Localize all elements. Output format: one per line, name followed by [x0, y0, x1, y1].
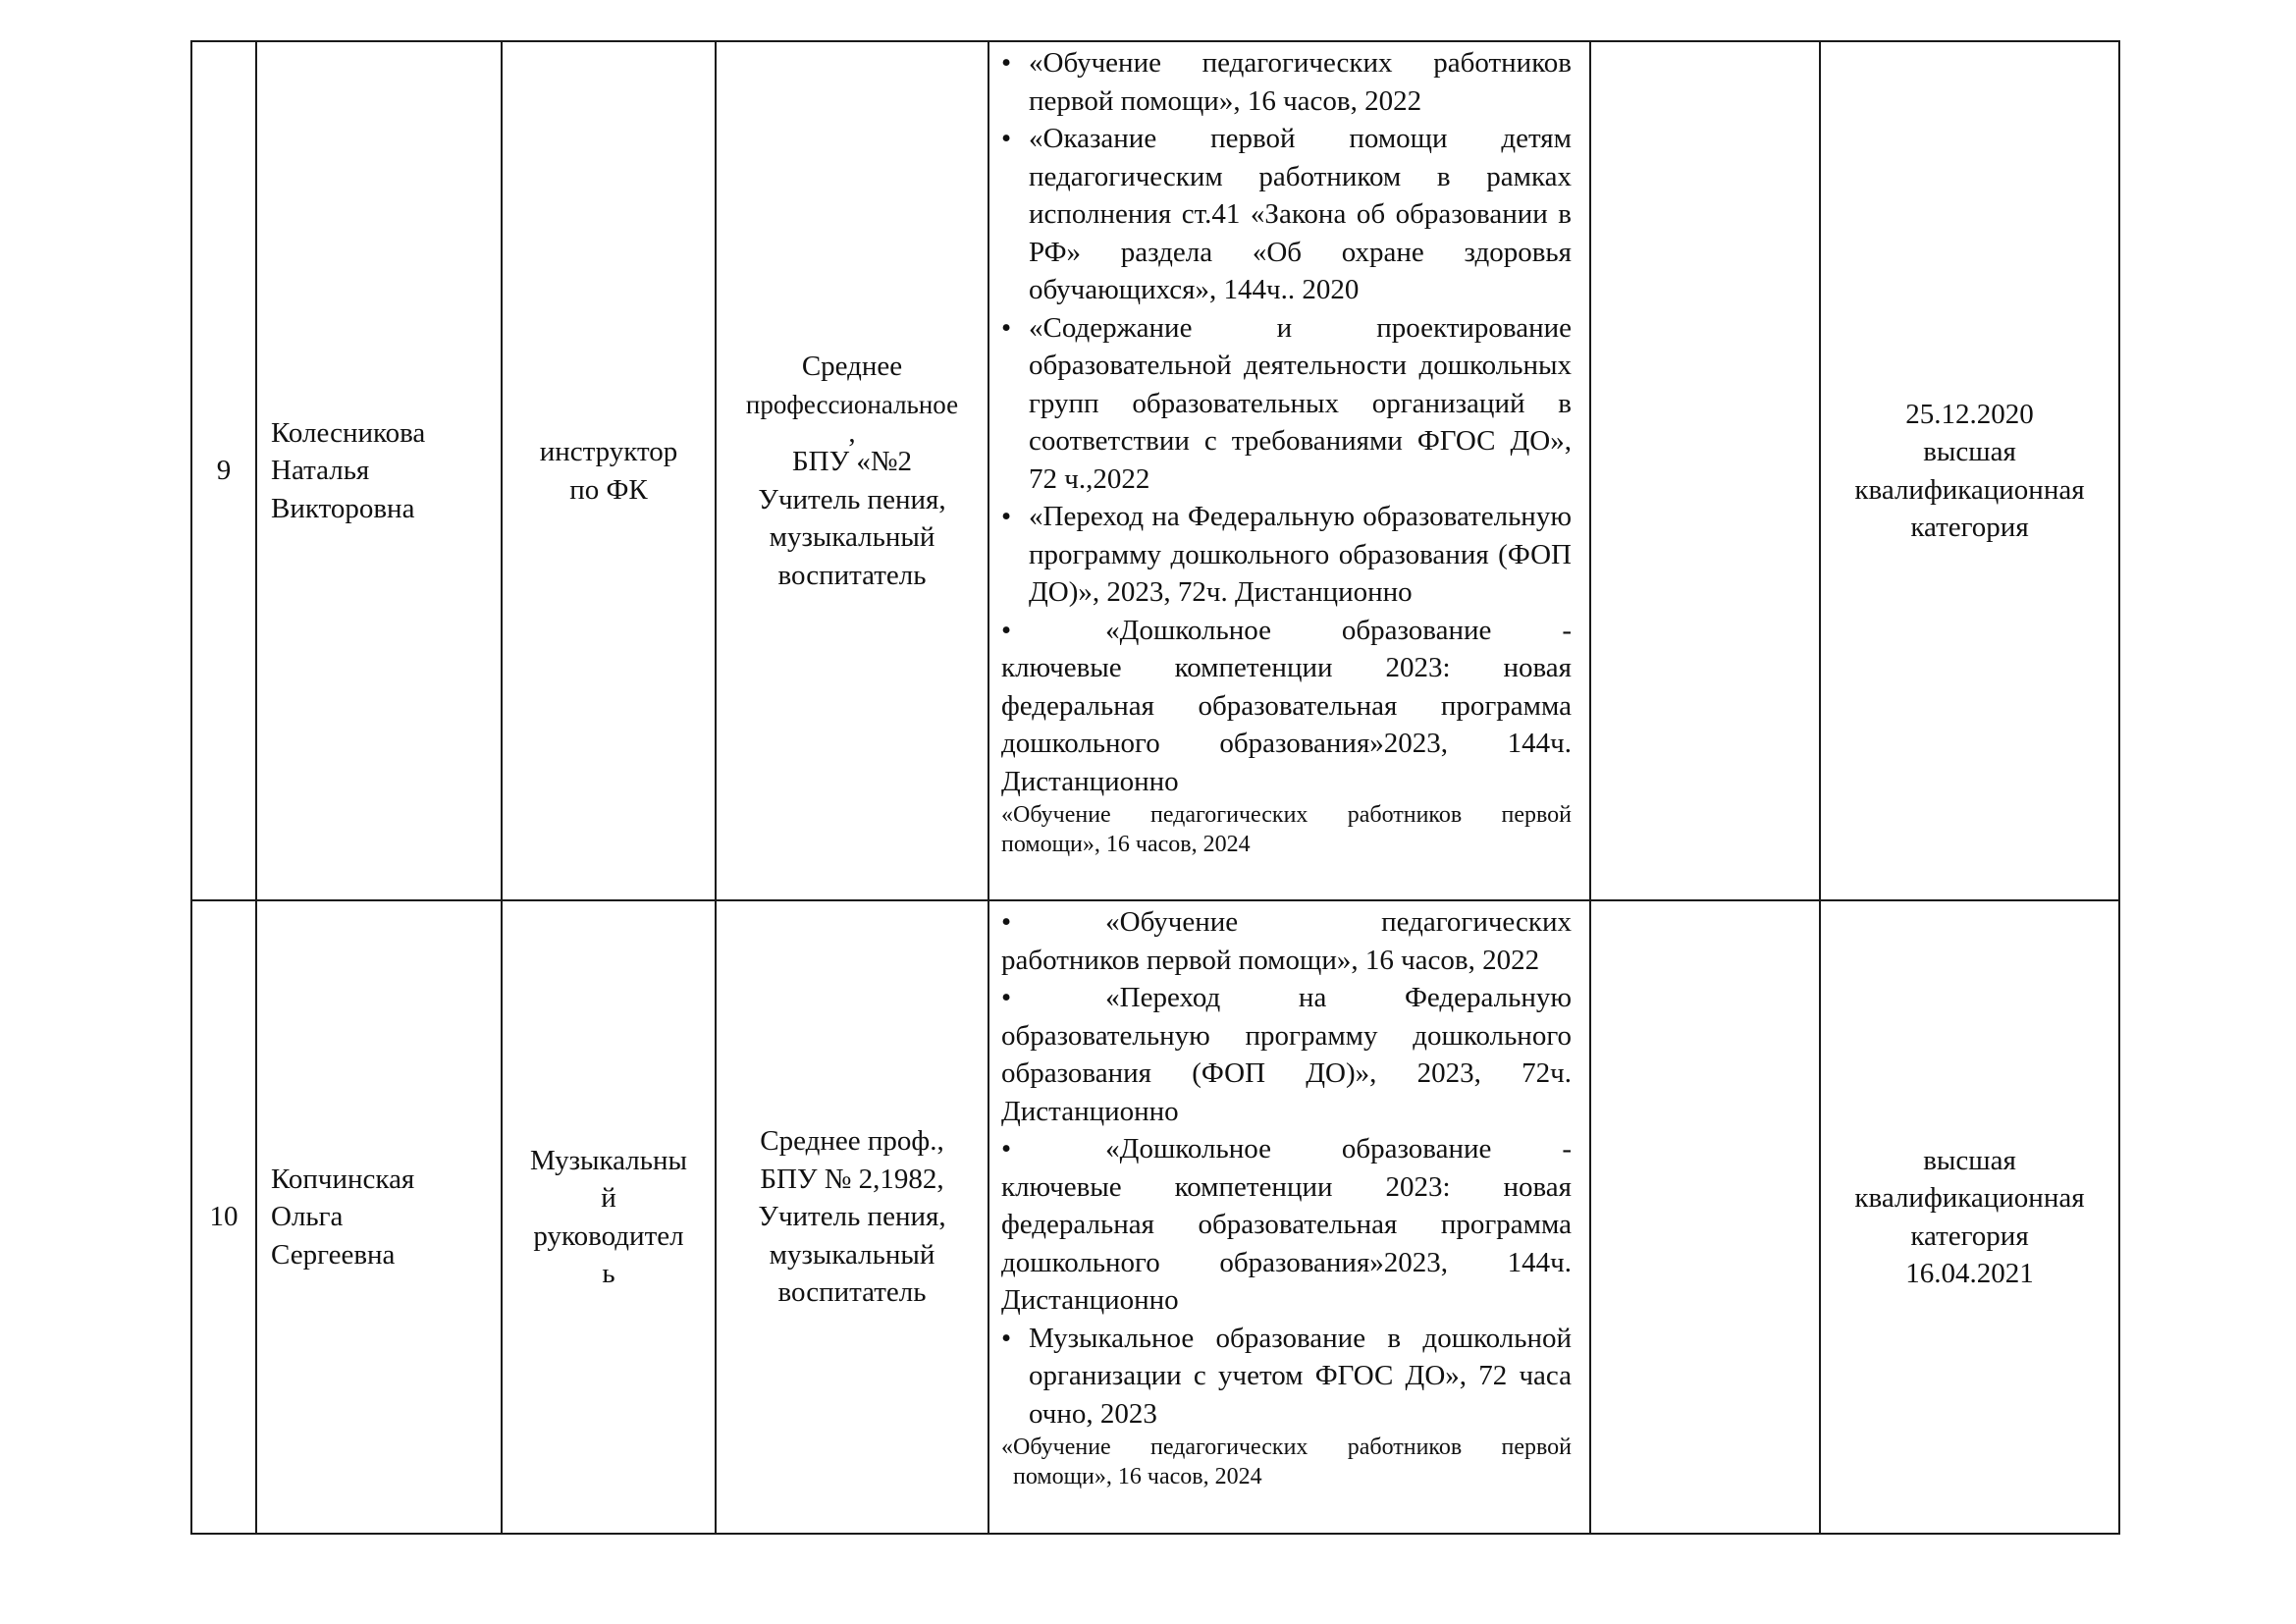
position-line: руководител — [533, 1219, 684, 1252]
row-number: 10 — [209, 1201, 239, 1233]
education-cell — [716, 41, 988, 900]
education-cell — [716, 900, 988, 1534]
course-item — [1001, 903, 1572, 979]
name-cell — [256, 41, 502, 900]
patronymic: Викторовна — [271, 492, 415, 524]
row-number-cell — [191, 41, 256, 900]
course-text: «Обучение педагогических работников первой помощи», 16 часов, 2024 — [1001, 802, 1572, 857]
course-text: «Переход на Федеральную образовательную программу дошкольного образования (ФОП ДО)», 2023, 72ч. Дистанционно — [1001, 982, 1572, 1127]
education-line: воспитатель — [777, 559, 927, 591]
course-item — [1001, 979, 1572, 1130]
surname: Копчинская — [271, 1163, 415, 1195]
course-item — [1001, 44, 1572, 120]
qualification-line: квалификационная — [1854, 1182, 2085, 1214]
education-line: БПУ № 2,1982, — [760, 1163, 944, 1195]
courses-cell — [988, 900, 1590, 1534]
staff-table — [190, 40, 2120, 1535]
course-text: «Переход на Федеральную образовательную программу дошкольного образования (ФОП ДО)», 2023, 72ч. Дистанционно — [1029, 501, 1572, 608]
course-item — [1001, 1320, 1572, 1434]
education-line: воспитатель — [777, 1276, 927, 1309]
position-line: Музыкальны — [530, 1144, 687, 1176]
course-item — [1001, 800, 1572, 859]
courses-cell — [988, 41, 1590, 900]
bullet-icon: • — [1001, 906, 1012, 938]
course-item — [1001, 1130, 1572, 1320]
course-item — [1001, 498, 1572, 612]
bullet-icon: • — [1001, 982, 1012, 1013]
course-text: «Оказание первой помощи детям педагогическим работником в рамках исполнения ст.41 «Закона об образовании в РФ» раздела «Об охране здоровья обучающихся», 144ч.. 2020 — [1029, 123, 1572, 305]
course-text: «Дошкольное образование - ключевые компетенции 2023: новая федеральная образовательная программа дошкольного образования»2023, 144ч. Дистанционно — [1001, 1133, 1572, 1316]
bullet-icon: • — [1001, 1322, 1012, 1354]
position-line: инструктор — [539, 436, 678, 467]
first-name: Ольга — [271, 1201, 344, 1233]
qualification-line: квалификационная — [1854, 473, 2085, 506]
position-line: й — [601, 1182, 616, 1214]
course-text: «Обучение педагогических работников первой помощи», 16 часов, 2024 — [1001, 1435, 1572, 1489]
empty-cell — [1590, 900, 1820, 1534]
education-line: БПУ «№2 — [791, 446, 913, 477]
qualification-line: категория — [1910, 512, 2029, 543]
qualification-date: 16.04.2021 — [1905, 1258, 2034, 1289]
course-text: «Содержание и проектирование образовательной деятельности дошкольных групп образовательных организаций в соответствии с требованиями ФГОС ДО», 72 ч.,2022 — [1029, 311, 1572, 495]
first-name: Наталья — [271, 455, 370, 487]
bullet-icon: • — [1001, 311, 1012, 344]
bullet-icon: • — [1001, 501, 1012, 532]
row-number-cell — [191, 900, 256, 1534]
course-item — [1001, 120, 1572, 309]
position-line: по ФК — [569, 473, 648, 506]
course-item — [1001, 612, 1572, 801]
education-line: , — [848, 417, 856, 449]
table-row — [191, 41, 2119, 900]
position-cell — [502, 900, 716, 1534]
education-line: Среднее проф., — [760, 1125, 944, 1158]
education-line: музыкальный — [769, 521, 935, 553]
course-text: «Дошкольное образование - ключевые компетенции 2023: новая федеральная образовательная программа дошкольного образования»2023, 144ч. Дистанционно — [1001, 614, 1572, 797]
bullet-icon: • — [1001, 614, 1012, 646]
surname: Колесникова — [271, 416, 426, 449]
patronymic: Сергеевна — [271, 1238, 396, 1271]
row-number: 9 — [216, 455, 232, 487]
course-item — [1001, 1433, 1572, 1491]
course-text: «Обучение педагогических работников первой помощи», 16 часов, 2022 — [1001, 906, 1572, 976]
education-line: профессиональное — [745, 389, 959, 419]
qualification-date: 25.12.2020 — [1905, 398, 2034, 430]
education-line: Учитель пения, — [758, 1201, 946, 1233]
education-line: Среднее — [801, 351, 903, 382]
education-line: музыкальный — [769, 1238, 935, 1271]
bullet-icon: • — [1001, 47, 1012, 79]
name-cell — [256, 900, 502, 1534]
qualification-line: высшая — [1923, 1144, 2016, 1176]
bullet-icon: • — [1001, 123, 1012, 154]
course-text: «Обучение педагогических работников первой помощи», 16 часов, 2022 — [1029, 47, 1572, 117]
course-text: Музыкальное образование в дошкольной организации с учетом ФГОС ДО», 72 часа очно, 2023 — [1029, 1322, 1572, 1430]
education-line: Учитель пения, — [758, 483, 946, 515]
qualification-line: высшая — [1923, 436, 2016, 467]
qualification-line: категория — [1910, 1219, 2029, 1252]
empty-cell — [1590, 41, 1820, 900]
qualification-cell — [1820, 900, 2119, 1534]
course-item — [1001, 309, 1572, 499]
position-cell — [502, 41, 716, 900]
bullet-icon: • — [1001, 1133, 1012, 1164]
position-line: ь — [602, 1258, 615, 1289]
table-row — [191, 900, 2119, 1534]
qualification-cell — [1820, 41, 2119, 900]
